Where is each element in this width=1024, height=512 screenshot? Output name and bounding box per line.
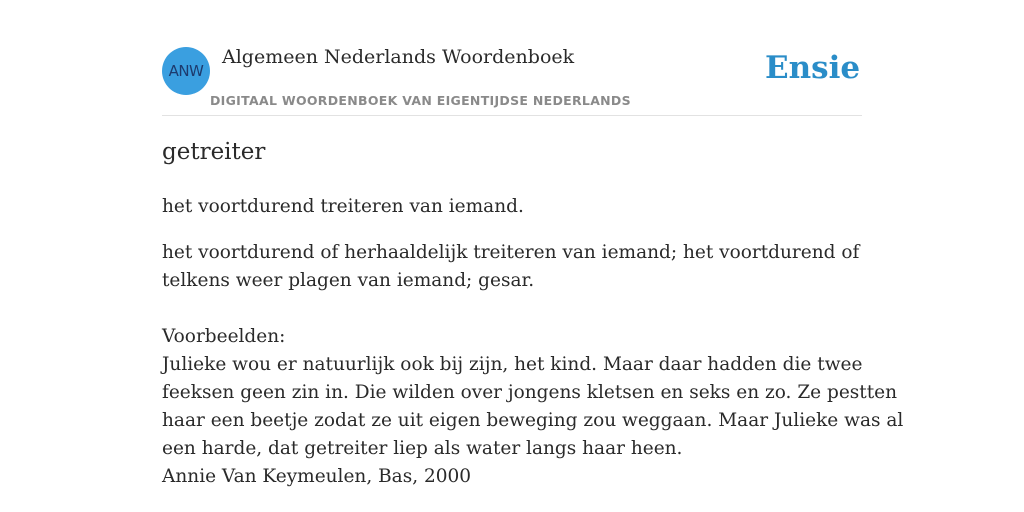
anw-logo-icon[interactable]: [162, 47, 210, 95]
header-divider: [162, 115, 862, 116]
example-line: een harde, dat getreiter liep als water langs haar heen.: [162, 438, 683, 459]
long-definition-line: het voortdurend of herhaaldelijk treiteren van iemand; het voortdurend of: [162, 242, 860, 263]
source-title[interactable]: Algemeen Nederlands Woordenboek: [222, 46, 575, 68]
examples-heading: Voorbeelden:: [162, 326, 286, 347]
example-line: feeksen geen zin in. Die wilden over jongens kletsen en seks en zo. Ze pestten: [162, 382, 898, 403]
short-definition: het voortdurend treiteren van iemand.: [162, 196, 524, 217]
source-subtitle: DIGITAAL WOORDENBOEK VAN EIGENTIJDSE NEDERLANDS: [210, 93, 631, 108]
citation: Annie Van Keymeulen, Bas, 2000: [162, 466, 472, 487]
entry-word: getreiter: [162, 139, 266, 165]
example-line: Julieke wou er natuurlijk ook bij zijn, het kind. Maar daar hadden die twee: [162, 354, 863, 375]
examples-section: [162, 323, 904, 491]
ensie-brand-link[interactable]: Ensie: [765, 50, 861, 86]
long-definition-line: telkens weer plagen van iemand; gesar.: [162, 270, 535, 291]
logo-text: ANW: [168, 62, 204, 80]
example-line: haar een beetje zodat ze uit eigen beweging zou weggaan. Maar Julieke was al: [162, 410, 904, 431]
long-definition: [162, 239, 860, 295]
